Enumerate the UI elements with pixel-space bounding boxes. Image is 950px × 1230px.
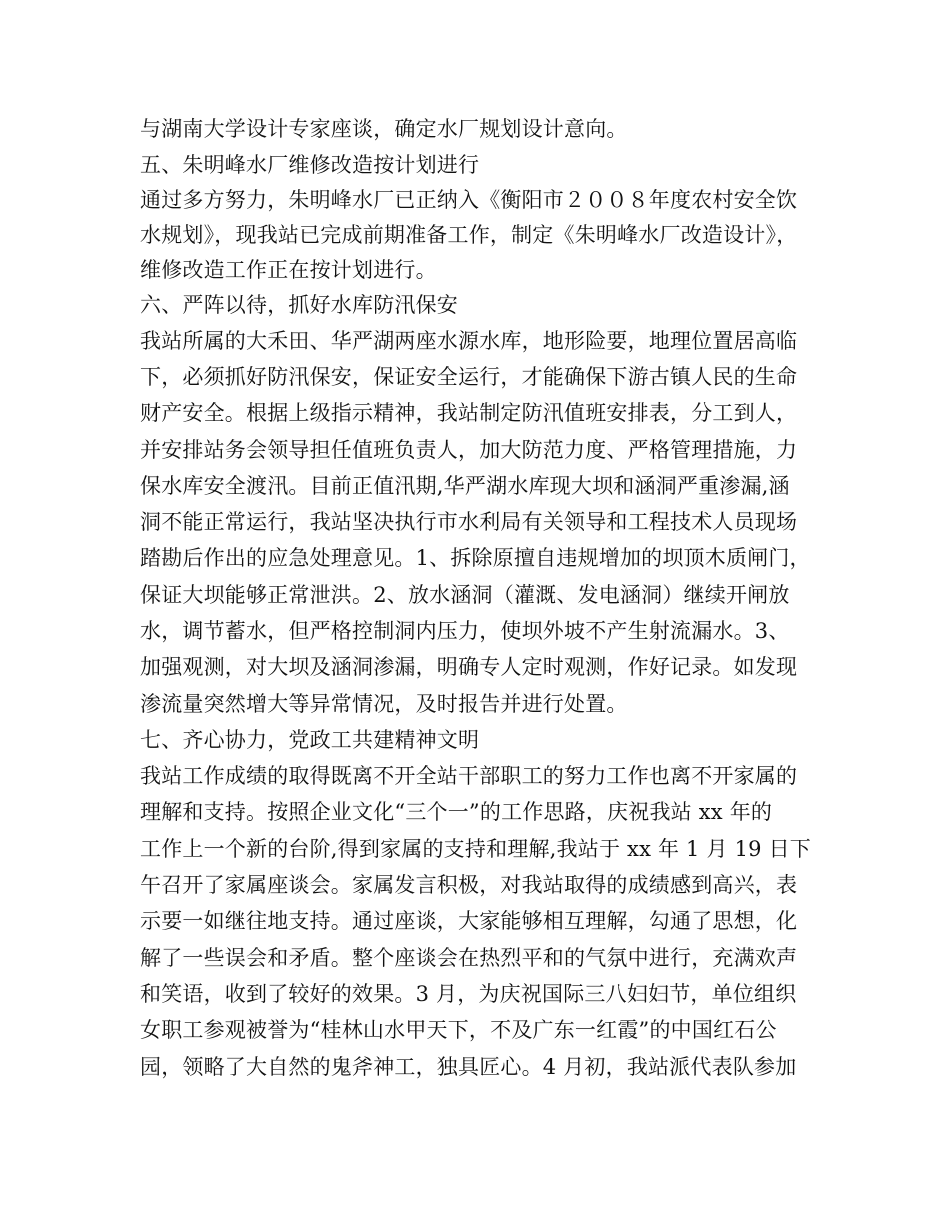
text-line: 水，调节蓄水，但严格控制洞内压力，使坝外坡不产生射流漏水。3、 — [140, 619, 790, 643]
text-line: 我站工作成绩的取得既离不开全站干部职工的努力工作也离不开家属的 — [140, 764, 798, 788]
text-line: 保证大坝能够正常泄洪。2、放水涵洞（灌溉、发电涵洞）继续开闸放 — [140, 583, 790, 607]
text-line: 踏勘后作出的应急处理意见。1、拆除原擅自违规增加的坝顶木质闸门， — [140, 546, 811, 570]
text-line: 工作上一个新的台阶,得到家属的支持和理解,我站于 xx 年 1 月 19 日下 — [140, 837, 811, 861]
text-line: 保水库安全渡汛。目前正值汛期,华严湖水库现大坝和涵洞严重渗漏,涵 — [140, 474, 790, 498]
text-line: 水规划》，现我站已完成前期准备工作，制定《朱明峰水厂改造设计》， — [140, 223, 798, 247]
text-line: 通过多方努力，朱明峰水厂已正纳入《衡阳市２００８年度农村安全饮 — [140, 188, 798, 212]
text-line: 我站所属的大禾田、华严湖两座水源水库，地形险要，地理位置居高临 — [140, 329, 798, 353]
text-line: 下，必须抓好防汛保安，保证安全运行，才能确保下游古镇人民的生命 — [140, 365, 798, 389]
text-line: 渗流量突然增大等异常情况，及时报告并进行处置。 — [140, 692, 628, 716]
text-line: 女职工参观被誉为“桂林山水甲天下，不及广东一红霞”的中国红石公 — [140, 1018, 777, 1042]
text-line: 与湖南大学设计专家座谈，确定水厂规划设计意向。 — [140, 117, 628, 141]
text-line: 财产安全。根据上级指示精神，我站制定防汛值班安排表，分工到人， — [140, 401, 798, 425]
text-line: 理解和支持。按照企业文化“三个一”的工作思路，庆祝我站 xx 年的 — [140, 800, 773, 824]
text-line: 和笑语，收到了较好的效果。3 月，为庆祝国际三八妇妇节，单位组织 — [140, 982, 797, 1006]
section-heading: 五、朱明峰水厂维修改造按计划进行 — [140, 153, 480, 177]
text-line: 示要一如继往地支持。通过座谈，大家能够相互理解，勾通了思想，化 — [140, 909, 798, 933]
text-line: 午召开了家属座谈会。家属发言积极，对我站取得的成绩感到高兴，表 — [140, 873, 798, 897]
section-heading: 七、齐心协力，党政工共建精神文明 — [140, 728, 480, 752]
text-line: 洞不能正常运行，我站坚决执行市水利局有关领导和工程技术人员现场 — [140, 510, 798, 534]
text-line: 园，领略了大自然的鬼斧神工，独具匠心。4 月初，我站派代表队参加 — [140, 1055, 797, 1079]
text-line: 解了一些误会和矛盾。整个座谈会在热烈平和的气氛中进行，充满欢声 — [140, 946, 798, 970]
text-line: 并安排站务会领导担任值班负责人，加大防范力度、严格管理措施，力 — [140, 438, 798, 462]
section-heading: 六、严阵以待，抓好水库防汛保安 — [140, 293, 458, 317]
text-line: 维修改造工作正在按计划进行。 — [140, 258, 437, 282]
text-line: 加强观测，对大坝及涵洞渗漏，明确专人定时观测，作好记录。如发现 — [140, 655, 798, 679]
